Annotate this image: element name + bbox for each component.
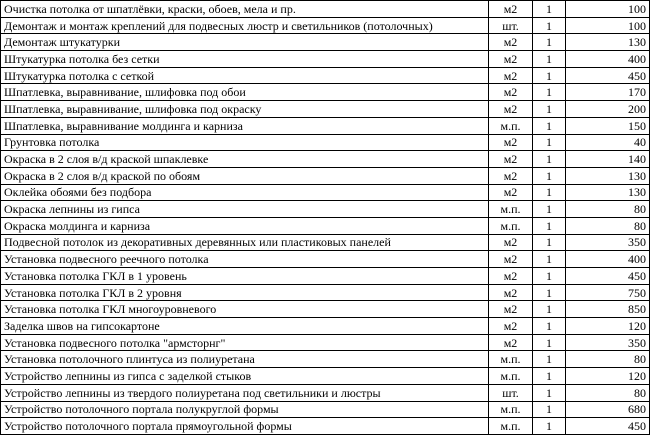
quantity-cell: 1 [533,234,566,251]
service-name-cell: Установка потолка ГКЛ многоуровневого [1,301,489,318]
service-name-cell: Окраска молдинга и карниза [1,217,489,234]
table-row [1,184,650,201]
unit-cell: м2 [489,334,533,351]
service-name-cell: Установка потолка ГКЛ в 1 уровень [1,268,489,285]
unit-cell: м2 [489,151,533,168]
table-row [1,401,650,418]
service-name-cell: Очистка потолка от шпатлёвки, краски, обоев, мела и пр. [1,1,489,18]
quantity-cell: 1 [533,368,566,385]
table-row [1,368,650,385]
service-name-cell: Демонтаж штукатурки [1,34,489,51]
unit-cell: м2 [489,268,533,285]
quantity-cell: 1 [533,51,566,68]
service-name-cell: Шпатлевка, выравнивание, шлифовка под окраску [1,101,489,118]
price-cell: 120 [566,318,650,335]
service-name-cell: Оклейка обоями без подбора [1,184,489,201]
service-name-cell: Установка потолка ГКЛ в 2 уровня [1,284,489,301]
unit-cell: м2 [489,67,533,84]
table-row [1,201,650,218]
table-row [1,51,650,68]
quantity-cell: 1 [533,1,566,18]
service-name-cell: Шпатлевка, выравнивание, шлифовка под обои [1,84,489,101]
table-row [1,351,650,368]
service-name-cell: Окраска лепнины из гипса [1,201,489,218]
price-cell: 100 [566,17,650,34]
unit-cell: м2 [489,51,533,68]
price-cell: 450 [566,418,650,435]
quantity-cell: 1 [533,251,566,268]
table-row [1,268,650,285]
price-cell: 130 [566,184,650,201]
unit-cell: м.п. [489,418,533,435]
table-row [1,101,650,118]
quantity-cell: 1 [533,351,566,368]
unit-cell: м2 [489,284,533,301]
unit-cell: м2 [489,1,533,18]
table-row [1,318,650,335]
service-name-cell: Шпатлевка, выравнивание молдинга и карниза [1,117,489,134]
price-cell: 80 [566,217,650,234]
service-name-cell: Установка потолочного плинтуса из полиуретана [1,351,489,368]
service-name-cell: Устройство потолочного портала полукруглой формы [1,401,489,418]
table-row [1,34,650,51]
price-cell: 750 [566,284,650,301]
quantity-cell: 1 [533,17,566,34]
quantity-cell: 1 [533,318,566,335]
price-cell: 130 [566,167,650,184]
unit-cell: м.п. [489,117,533,134]
price-cell: 120 [566,368,650,385]
price-cell: 80 [566,201,650,218]
table-row [1,251,650,268]
service-name-cell: Устройство лепнины из твердого полиуретана под светильники и люстры [1,384,489,401]
price-table-body [1,1,650,435]
unit-cell: м2 [489,84,533,101]
price-cell: 80 [566,384,650,401]
price-cell: 200 [566,101,650,118]
table-row [1,84,650,101]
price-cell: 450 [566,268,650,285]
price-cell: 150 [566,117,650,134]
quantity-cell: 1 [533,217,566,234]
quantity-cell: 1 [533,334,566,351]
service-name-cell: Подвесной потолок из декоративных деревянных или пластиковых панелей [1,234,489,251]
service-name-cell: Грунтовка потолка [1,134,489,151]
quantity-cell: 1 [533,418,566,435]
price-cell: 450 [566,67,650,84]
price-cell: 80 [566,351,650,368]
table-row [1,234,650,251]
table-row [1,284,650,301]
unit-cell: м.п. [489,401,533,418]
service-name-cell: Устройство потолочного портала прямоугольной формы [1,418,489,435]
unit-cell: шт. [489,384,533,401]
quantity-cell: 1 [533,117,566,134]
table-row [1,1,650,18]
price-cell: 850 [566,301,650,318]
price-cell: 350 [566,334,650,351]
price-cell: 400 [566,51,650,68]
service-name-cell: Окраска в 2 слоя в/д краской шпаклевке [1,151,489,168]
service-name-cell: Установка подвесного потолка "армсторнг" [1,334,489,351]
price-cell: 130 [566,34,650,51]
table-row [1,17,650,34]
unit-cell: м2 [489,101,533,118]
service-name-cell: Устройство лепнины из гипса с заделкой стыков [1,368,489,385]
service-name-cell: Окраска в 2 слоя в/д краской по обоям [1,167,489,184]
quantity-cell: 1 [533,201,566,218]
quantity-cell: 1 [533,134,566,151]
table-row [1,151,650,168]
table-row [1,217,650,234]
unit-cell: м2 [489,184,533,201]
quantity-cell: 1 [533,67,566,84]
quantity-cell: 1 [533,101,566,118]
price-cell: 100 [566,1,650,18]
table-row [1,301,650,318]
quantity-cell: 1 [533,284,566,301]
unit-cell: м2 [489,251,533,268]
quantity-cell: 1 [533,301,566,318]
quantity-cell: 1 [533,84,566,101]
price-cell: 140 [566,151,650,168]
unit-cell: м2 [489,234,533,251]
service-name-cell: Демонтаж и монтаж креплений для подвесных люстр и светильников (потолочных) [1,17,489,34]
price-cell: 400 [566,251,650,268]
quantity-cell: 1 [533,184,566,201]
price-cell: 680 [566,401,650,418]
table-row [1,67,650,84]
unit-cell: м2 [489,167,533,184]
price-cell: 40 [566,134,650,151]
table-row [1,134,650,151]
unit-cell: м2 [489,34,533,51]
service-name-cell: Штукатурка потолка с сеткой [1,67,489,84]
service-name-cell: Установка подвесного реечного потолка [1,251,489,268]
service-name-cell: Штукатурка потолка без сетки [1,51,489,68]
service-name-cell: Заделка швов на гипсокартоне [1,318,489,335]
price-cell: 350 [566,234,650,251]
table-row [1,418,650,435]
unit-cell: м.п. [489,217,533,234]
quantity-cell: 1 [533,167,566,184]
unit-cell: м2 [489,301,533,318]
table-row [1,334,650,351]
unit-cell: м2 [489,134,533,151]
table-row [1,117,650,134]
unit-cell: м.п. [489,351,533,368]
unit-cell: шт. [489,17,533,34]
quantity-cell: 1 [533,268,566,285]
quantity-cell: 1 [533,34,566,51]
unit-cell: м.п. [489,201,533,218]
price-cell: 170 [566,84,650,101]
quantity-cell: 1 [533,151,566,168]
unit-cell: м.п. [489,368,533,385]
table-row [1,167,650,184]
quantity-cell: 1 [533,401,566,418]
unit-cell: м2 [489,318,533,335]
quantity-cell: 1 [533,384,566,401]
table-row [1,384,650,401]
